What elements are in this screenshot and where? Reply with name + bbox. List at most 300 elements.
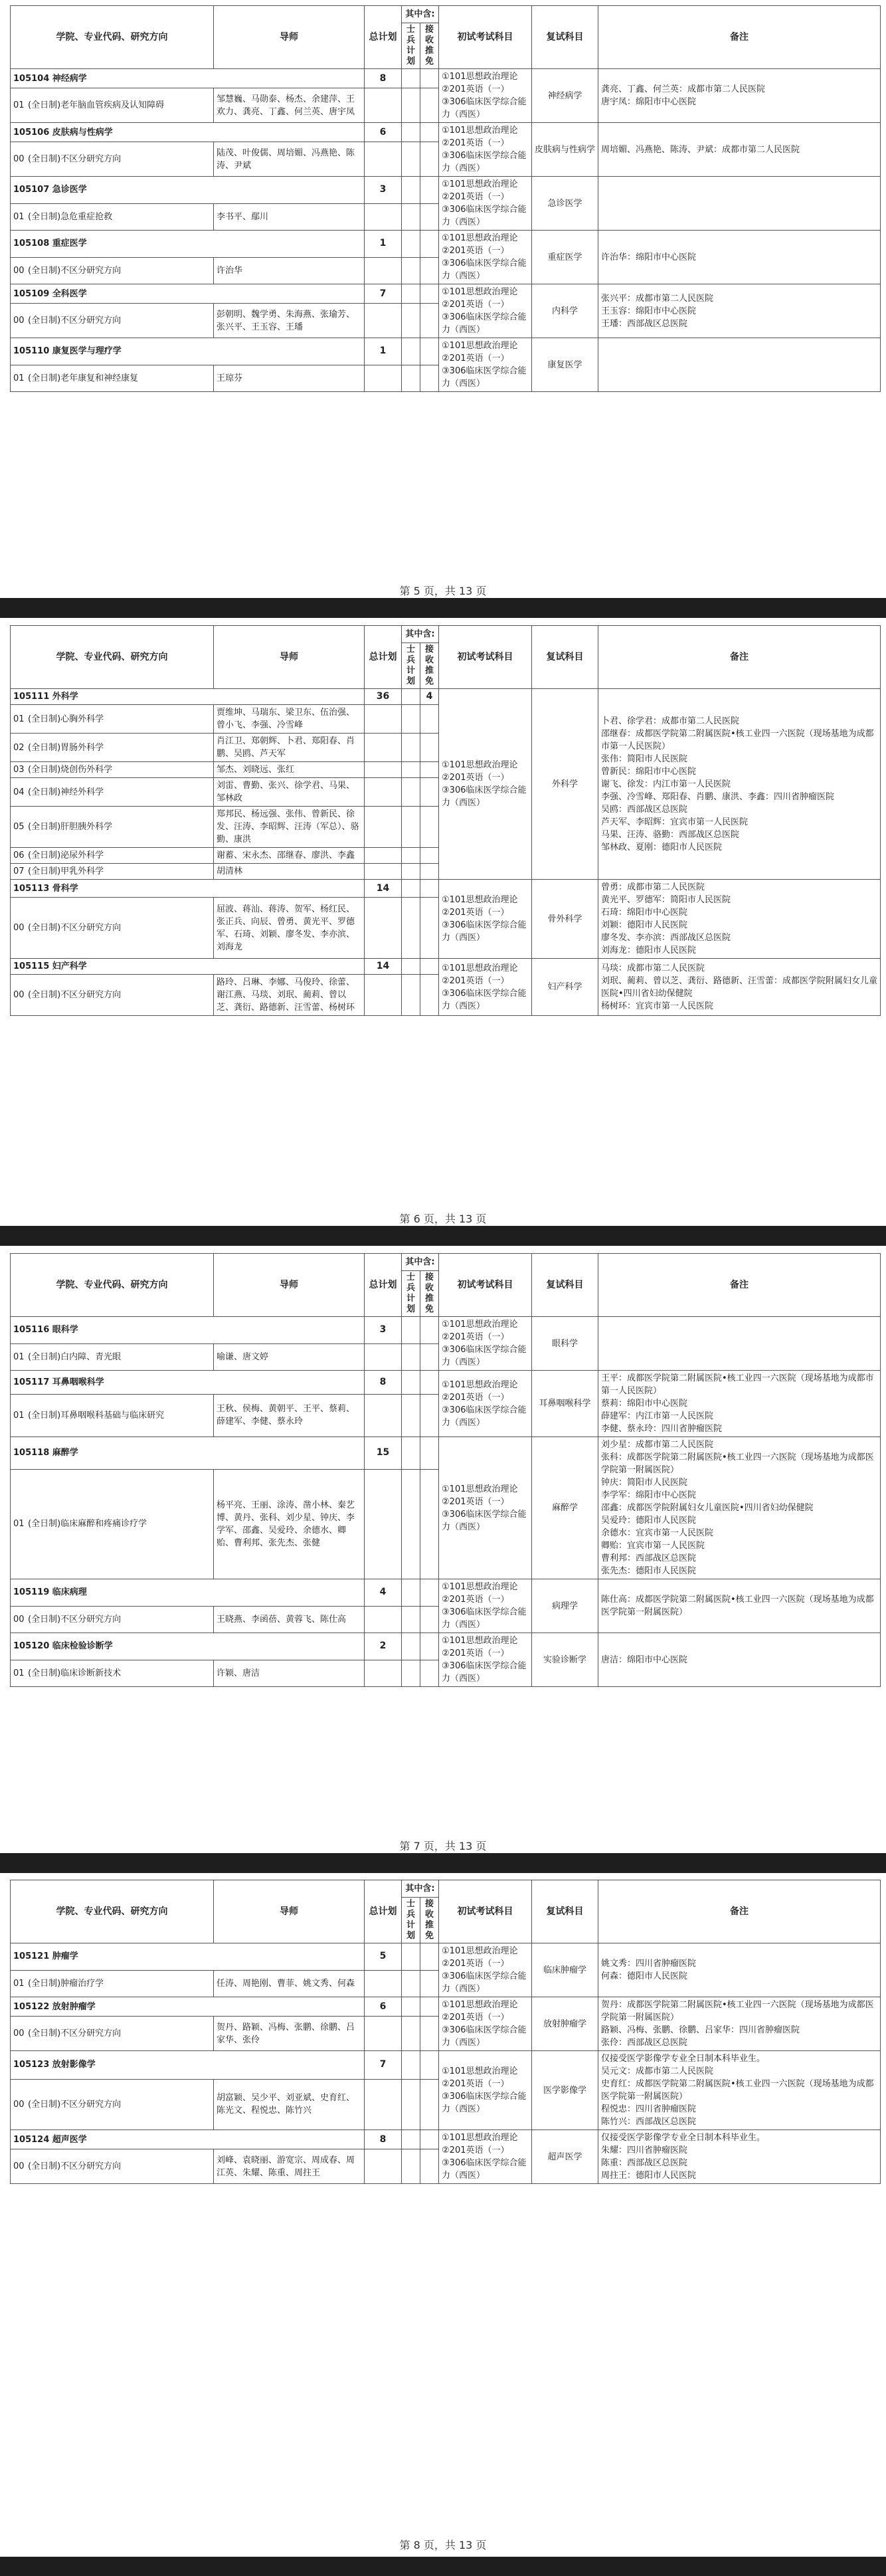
empty-soldier <box>402 257 420 284</box>
exam-subjects: ①101思想政治理论 ②201英语（一） ③306临床医学综合能力（西医） <box>439 1633 532 1687</box>
direction-code: 00 <box>13 316 25 326</box>
major-soldier-plan <box>402 1317 420 1344</box>
major-total-plan: 8 <box>365 1371 402 1395</box>
direction-cell <box>11 734 214 762</box>
empty-plan <box>365 807 402 848</box>
major-total-plan: 14 <box>365 880 402 898</box>
retest-subject: 皮肤病与性病学 <box>532 123 598 177</box>
direction-code: 01 <box>13 373 25 383</box>
empty-recommend <box>420 1660 439 1687</box>
notes-cell: 曾勇：成都市第二人民医院 黄光平、罗德军：简阳市人民医院 石琦：绵阳市中心医院 刘颖：德阳市人民医院 廖冬发、李亦滨：西部战区总医院 刘海龙：德阳市人民医院 <box>598 880 881 959</box>
major-recommend: 4 <box>420 689 439 705</box>
page-number: 第 7 页，共 13 页 <box>399 1840 487 1852</box>
empty-recommend <box>420 807 439 848</box>
retest-subject: 放射肿瘤学 <box>532 1997 598 2051</box>
notes-cell <box>598 338 881 392</box>
tutor-list: 谢蓄、宋永杰、邵继春、廖洪、李鑫 <box>214 848 365 864</box>
major-code-name: 105119 临床病理 <box>11 1579 365 1607</box>
empty-plan <box>365 365 402 392</box>
tutor-list: 刘雷、曹勤、张兴、徐学君、马果、邹林政 <box>214 778 365 807</box>
direction-cell <box>11 1606 214 1633</box>
major-recommend <box>420 880 439 898</box>
header-program: 学院、专业代码、研究方向 <box>11 1880 214 1943</box>
major-total-plan: 5 <box>365 1943 402 1971</box>
empty-recommend <box>420 88 439 123</box>
retest-subject: 骨外科学 <box>532 880 598 959</box>
empty-recommend <box>420 1394 439 1437</box>
major-recommend <box>420 1317 439 1344</box>
major-total-plan: 3 <box>365 177 402 204</box>
major-row <box>11 1371 881 1395</box>
empty-soldier <box>402 864 420 880</box>
header-notes: 备注 <box>598 1254 881 1317</box>
direction-code: 00 <box>13 2099 25 2110</box>
notes-cell <box>598 1317 881 1371</box>
major-row <box>11 2051 881 2080</box>
empty-recommend <box>420 1606 439 1633</box>
page-number: 第 5 页，共 13 页 <box>399 585 487 597</box>
empty-plan <box>365 1343 402 1371</box>
direction-code: 01 <box>13 1519 25 1530</box>
empty-plan <box>365 142 402 177</box>
retest-subject: 外科学 <box>532 689 598 880</box>
enrollment-table <box>10 1880 881 2184</box>
empty-soldier <box>402 1606 420 1633</box>
header-including: 其中含: <box>402 1880 439 1898</box>
direction-name: (全日制)不区分研究方向 <box>28 154 122 164</box>
direction-name: (全日制)神经外科学 <box>28 787 104 797</box>
empty-soldier <box>402 1469 420 1579</box>
direction-code: 01 <box>13 100 25 110</box>
notes-cell: 姚文秀：四川省肿瘤医院 何森：德阳市人民医院 <box>598 1943 881 1997</box>
header-retest-subjects: 复试科目 <box>532 1254 598 1317</box>
direction-cell <box>11 257 214 284</box>
empty-soldier <box>402 898 420 959</box>
retest-subject: 重症医学 <box>532 231 598 284</box>
major-code-name: 105107 急诊医学 <box>11 177 365 204</box>
major-code-name: 105115 妇产科学 <box>11 959 365 975</box>
empty-soldier <box>402 807 420 848</box>
major-row <box>11 69 881 88</box>
empty-recommend <box>420 2017 439 2051</box>
empty-soldier <box>402 734 420 762</box>
header-recommend: 接收推免 <box>420 1271 439 1317</box>
direction-cell <box>11 142 214 177</box>
direction-code: 01 <box>13 714 25 724</box>
exam-subjects: ①101思想政治理论 ②201英语（一） ③306临床医学综合能力（西医） <box>439 284 532 338</box>
tutor-list: 贾维坤、马瑞东、梁卫东、伍治强、曾小飞、李强、冷雪峰 <box>214 705 365 734</box>
tutor-list: 胡清林 <box>214 864 365 880</box>
empty-recommend <box>420 1970 439 1997</box>
empty-recommend <box>420 365 439 392</box>
tutor-list: 许颖、唐洁 <box>214 1660 365 1687</box>
tutor-list: 屈波、蒋汕、蒋涛、贺军、杨红民、张正兵、向辰、曾勇、黄光平、罗德军、石琦、刘颖、廖冬发、李亦滨、刘海龙 <box>214 898 365 959</box>
major-soldier-plan <box>402 284 420 304</box>
major-row <box>11 284 881 304</box>
major-recommend <box>420 1943 439 1971</box>
empty-plan <box>365 2017 402 2051</box>
empty-recommend <box>420 705 439 734</box>
notes-cell: 贺丹：成都医学院第二附属医院•核工业四一六医院（现场基地为成都医学院第一附属医院） 路颖、冯梅、张鹏、徐鹏、吕家华：四川省肿瘤医院 张伶：西部战区总医院 <box>598 1997 881 2051</box>
major-soldier-plan <box>402 1579 420 1607</box>
major-recommend <box>420 231 439 258</box>
exam-subjects: ①101思想政治理论 ②201英语（一） ③306临床医学综合能力（西医） <box>439 1579 532 1633</box>
header-exam-subjects: 初试考试科目 <box>439 1254 532 1317</box>
major-row <box>11 959 881 975</box>
header-notes: 备注 <box>598 626 881 689</box>
direction-code: 00 <box>13 923 25 934</box>
retest-subject: 内科学 <box>532 284 598 338</box>
tutor-list: 李书平、鄢川 <box>214 203 365 231</box>
direction-code: 05 <box>13 822 25 832</box>
direction-cell <box>11 304 214 338</box>
major-recommend <box>420 2051 439 2080</box>
major-total-plan: 15 <box>365 1437 402 1470</box>
direction-code: 00 <box>13 265 25 276</box>
major-total-plan: 14 <box>365 959 402 975</box>
header-retest-subjects: 复试科目 <box>532 626 598 689</box>
page-number: 第 8 页，共 13 页 <box>399 2539 487 2551</box>
header-soldier-plan: 士兵计划 <box>402 23 420 69</box>
major-total-plan: 8 <box>365 2130 402 2149</box>
exam-subjects: ①101思想政治理论 ②201英语（一） ③306临床医学综合能力（西医） <box>439 177 532 231</box>
major-code-name: 105110 康复医学与理疗学 <box>11 338 365 365</box>
retest-subject: 耳鼻咽喉科学 <box>532 1371 598 1437</box>
header-total-plan: 总计划 <box>365 626 402 689</box>
retest-subject: 病理学 <box>532 1579 598 1633</box>
major-code-name: 105106 皮肤病与性病学 <box>11 123 365 142</box>
major-code-name: 105109 全科医学 <box>11 284 365 304</box>
direction-code: 00 <box>13 2161 25 2171</box>
empty-soldier <box>402 2079 420 2130</box>
direction-cell <box>11 1660 214 1687</box>
retest-subject: 实验诊断学 <box>532 1633 598 1687</box>
direction-code: 01 <box>13 1668 25 1678</box>
notes-cell: 唐洁：绵阳市中心医院 <box>598 1633 881 1687</box>
header-tutor: 导师 <box>214 626 365 689</box>
empty-plan <box>365 1970 402 1997</box>
document-page <box>10 5 880 392</box>
major-total-plan: 6 <box>365 123 402 142</box>
empty-recommend <box>420 1469 439 1579</box>
page-number: 第 6 页，共 13 页 <box>399 1213 487 1225</box>
major-code-name: 105121 肿瘤学 <box>11 1943 365 1971</box>
direction-cell <box>11 1394 214 1437</box>
major-row <box>11 1579 881 1607</box>
exam-subjects: ①101思想政治理论 ②201英语（一） ③306临床医学综合能力（西医） <box>439 231 532 284</box>
major-row <box>11 1633 881 1660</box>
major-soldier-plan <box>402 2051 420 2080</box>
tutor-list: 刘峰、袁晓丽、游宽宗、周成春、周江英、朱耀、陈重、周拄王 <box>214 2149 365 2184</box>
header-including: 其中含: <box>402 1254 439 1271</box>
major-recommend <box>420 123 439 142</box>
exam-subjects: ①101思想政治理论 ②201英语（一） ③306临床医学综合能力（西医） <box>439 1943 532 1997</box>
exam-subjects: ①101思想政治理论 ②201英语（一） ③306临床医学综合能力（西医） <box>439 1437 532 1579</box>
major-recommend <box>420 2130 439 2149</box>
empty-soldier <box>402 1660 420 1687</box>
major-soldier-plan <box>402 959 420 975</box>
enrollment-table <box>10 625 881 1016</box>
major-row <box>11 1317 881 1344</box>
major-total-plan: 8 <box>365 69 402 88</box>
major-total-plan: 36 <box>365 689 402 705</box>
retest-subject: 神经病学 <box>532 69 598 123</box>
tutor-list: 杨平亮、王丽、涂涛、凿小林、秦艺博、黄丹、张科、刘少星、钟庆、李学军、邵鑫、吴爱玲、余德水、卿贻、曹利邦、张先杰、张健 <box>214 1469 365 1579</box>
direction-code: 06 <box>13 850 25 860</box>
retest-subject: 医学影像学 <box>532 2051 598 2130</box>
header-recommend: 接收推免 <box>420 23 439 69</box>
notes-cell: 张兴平：成都市第二人民医院 王玉容：绵阳市中心医院 王璠：西部战区总医院 <box>598 284 881 338</box>
direction-code: 01 <box>13 211 25 222</box>
empty-soldier <box>402 975 420 1016</box>
direction-name: (全日制)急危重症抢救 <box>28 211 113 222</box>
tutor-list: 肖江卫、郑朝辉、卜君、郑阳春、肖鹏、吴鸥、芦天军 <box>214 734 365 762</box>
major-total-plan: 7 <box>365 284 402 304</box>
direction-code: 03 <box>13 765 25 775</box>
major-total-plan: 3 <box>365 1317 402 1344</box>
empty-soldier <box>402 1343 420 1371</box>
major-code-name: 105123 放射影像学 <box>11 2051 365 2080</box>
direction-name: (全日制)临床诊断新技术 <box>28 1668 122 1678</box>
tutor-list: 邹杰、刘晓远、张红 <box>214 762 365 778</box>
direction-name: (全日制)胃肠外科学 <box>28 742 104 753</box>
notes-cell: 龚亮、丁鑫、何兰英：成都市第二人民医院 唐宇凤：绵阳市中心医院 <box>598 69 881 123</box>
notes-cell: 陈仕高：成都医学院第二附属医院•核工业四一六医院（现场基地为成都医学院第一附属医院） <box>598 1579 881 1633</box>
empty-plan <box>365 705 402 734</box>
major-recommend <box>420 69 439 88</box>
header-including: 其中含: <box>402 6 439 23</box>
exam-subjects: ①101思想政治理论 ②201英语（一） ③306临床医学综合能力（西医） <box>439 2130 532 2184</box>
tutor-list: 喻谦、唐文婷 <box>214 1343 365 1371</box>
empty-plan <box>365 975 402 1016</box>
empty-soldier <box>402 2149 420 2184</box>
header-soldier-plan: 士兵计划 <box>402 1898 420 1943</box>
direction-name: (全日制)不区分研究方向 <box>28 316 122 326</box>
enrollment-table <box>10 5 881 392</box>
major-total-plan: 1 <box>365 338 402 365</box>
direction-cell <box>11 975 214 1016</box>
exam-subjects: ①101思想政治理论 ②201英语（一） ③306临床医学综合能力（西医） <box>439 689 532 880</box>
direction-cell <box>11 778 214 807</box>
tutor-list: 邹慧巍、马勋泰、杨杰、余建萍、王欢力、龚亮、丁鑫、何兰英、唐宇凤 <box>214 88 365 123</box>
major-code-name: 105117 耳鼻咽喉科学 <box>11 1371 365 1395</box>
empty-soldier <box>402 705 420 734</box>
empty-recommend <box>420 2149 439 2184</box>
direction-cell <box>11 365 214 392</box>
header-exam-subjects: 初试考试科目 <box>439 6 532 69</box>
notes-cell: 仅接受医学影像学专业全日制本科毕业生。 朱耀：四川省肿瘤医院 陈重：西部战区总医院 周拄王：德阳市人民医院 <box>598 2130 881 2184</box>
tutor-list: 许治华 <box>214 257 365 284</box>
empty-plan <box>365 1469 402 1579</box>
exam-subjects: ①101思想政治理论 ②201英语（一） ③306临床医学综合能力（西医） <box>439 123 532 177</box>
retest-subject: 麻醉学 <box>532 1437 598 1579</box>
direction-name: (全日制)老年脑血管疾病及认知障碍 <box>28 100 165 110</box>
direction-code: 04 <box>13 787 25 797</box>
empty-recommend <box>420 1343 439 1371</box>
direction-name: (全日制)不区分研究方向 <box>28 2099 122 2110</box>
empty-recommend <box>420 778 439 807</box>
major-soldier-plan <box>402 689 420 705</box>
major-row <box>11 123 881 142</box>
direction-code: 02 <box>13 742 25 753</box>
major-recommend <box>420 959 439 975</box>
major-code-name: 105120 临床检验诊断学 <box>11 1633 365 1660</box>
empty-plan <box>365 203 402 231</box>
major-soldier-plan <box>402 177 420 204</box>
tutor-list: 路玲、吕琳、李娜、马俊玲、徐蕾、谢江燕、马琰、刘珉、蔺莉、曾以芝、龚衍、路德新、汪雪蕾、杨树环 <box>214 975 365 1016</box>
empty-recommend <box>420 762 439 778</box>
tutor-list: 郑邦民、杨远强、张伟、曾新民、徐发、汪涛、李昭辉、汪涛（军总）、骆勤、康洪 <box>214 807 365 848</box>
header-retest-subjects: 复试科目 <box>532 1880 598 1943</box>
direction-cell <box>11 807 214 848</box>
major-recommend <box>420 1371 439 1395</box>
empty-recommend <box>420 898 439 959</box>
major-recommend <box>420 1997 439 2017</box>
direction-name: (全日制)不区分研究方向 <box>28 923 122 934</box>
major-soldier-plan <box>402 880 420 898</box>
empty-plan <box>365 304 402 338</box>
exam-subjects: ①101思想政治理论 ②201英语（一） ③306临床医学综合能力（西医） <box>439 69 532 123</box>
header-notes: 备注 <box>598 6 881 69</box>
empty-soldier <box>402 88 420 123</box>
direction-name: (全日制)肝胆胰外科学 <box>28 822 113 832</box>
major-code-name: 105111 外科学 <box>11 689 365 705</box>
notes-cell: 王平：成都医学院第二附属医院•核工业四一六医院（现场基地为成都市第一人民医院） 蔡莉：绵阳市中心医院 薛建军：内江市第一人民医院 李健、蔡永玲：四川省肿瘤医院 <box>598 1371 881 1437</box>
direction-cell <box>11 88 214 123</box>
header-notes: 备注 <box>598 1880 881 1943</box>
major-code-name: 105113 骨科学 <box>11 880 365 898</box>
empty-recommend <box>420 257 439 284</box>
empty-plan <box>365 1394 402 1437</box>
header-tutor: 导师 <box>214 1254 365 1317</box>
major-row <box>11 880 881 898</box>
notes-cell <box>598 177 881 231</box>
direction-name: (全日制)不区分研究方向 <box>28 1614 122 1625</box>
major-total-plan: 1 <box>365 231 402 258</box>
direction-cell <box>11 203 214 231</box>
header-retest-subjects: 复试科目 <box>532 6 598 69</box>
direction-cell <box>11 848 214 864</box>
exam-subjects: ①101思想政治理论 ②201英语（一） ③306临床医学综合能力（西医） <box>439 880 532 959</box>
direction-name: (全日制)甲乳外科学 <box>28 866 104 876</box>
retest-subject: 超声医学 <box>532 2130 598 2184</box>
tutor-list: 任涛、周艳刚、曹菲、姚文秀、何森 <box>214 1970 365 1997</box>
exam-subjects: ①101思想政治理论 ②201英语（一） ③306临床医学综合能力（西医） <box>439 1997 532 2051</box>
direction-cell <box>11 864 214 880</box>
empty-plan <box>365 734 402 762</box>
empty-soldier <box>402 1970 420 1997</box>
major-row <box>11 338 881 365</box>
direction-cell <box>11 1469 214 1579</box>
tutor-list: 彭朝明、魏学勇、朱海燕、张瑜芳、张兴平、王玉容、王璠 <box>214 304 365 338</box>
major-soldier-plan <box>402 1997 420 2017</box>
tutor-list: 贺丹、路颖、冯梅、张鹏、徐鹏、吕家华、张伶 <box>214 2017 365 2051</box>
empty-soldier <box>402 203 420 231</box>
header-total-plan: 总计划 <box>365 1254 402 1317</box>
empty-soldier <box>402 365 420 392</box>
empty-recommend <box>420 203 439 231</box>
tutor-list: 王晓燕、李函蓓、黄蓉飞、陈仕高 <box>214 1606 365 1633</box>
direction-code: 01 <box>13 1978 25 1989</box>
direction-code: 01 <box>13 1351 25 1362</box>
notes-cell: 卜君、徐学君：成都市第二人民医院 邵继春：成都医学院第二附属医院•核工业四一六医院（现场基地为成都市第一人民医院） 张伟：简阳市人民医院 曾新民：绵阳市中心医院 谢飞、徐发：内江市第一人民医院 李强、冷雪峰、郑阳春、肖鹏、康洪、李鑫：四川省肿瘤医院 吴鸥：西部战区总医院 芦天军、李昭辉：宜宾市第一人民医院 马果、汪涛、骆勤：西部战区总医院 邹林政、夏刚：德阳市人民医院 <box>598 689 881 880</box>
major-soldier-plan <box>402 2130 420 2149</box>
notes-cell: 马琰：成都市第二人民医院 刘珉、蔺莉、曾以芝、龚衍、路德新、汪雪蕾：成都医学院附属妇女儿童医院•四川省妇幼保健院 杨树环：宜宾市第一人民医院 <box>598 959 881 1016</box>
empty-plan <box>365 762 402 778</box>
major-code-name: 105118 麻醉学 <box>11 1437 365 1470</box>
major-code-name: 105104 神经病学 <box>11 69 365 88</box>
major-soldier-plan <box>402 69 420 88</box>
exam-subjects: ①101思想政治理论 ②201英语（一） ③306临床医学综合能力（西医） <box>439 2051 532 2130</box>
major-soldier-plan <box>402 1633 420 1660</box>
notes-cell: 周培媚、冯燕艳、陈涛、尹斌：成都市第二人民医院 <box>598 123 881 177</box>
major-soldier-plan <box>402 123 420 142</box>
document-page <box>10 625 880 1016</box>
empty-recommend <box>420 848 439 864</box>
major-recommend <box>420 1633 439 1660</box>
major-recommend <box>420 177 439 204</box>
major-soldier-plan <box>402 231 420 258</box>
major-total-plan: 2 <box>365 1633 402 1660</box>
header-recommend: 接收推免 <box>420 643 439 689</box>
direction-name: (全日制)临床麻醉和疼痛诊疗学 <box>28 1519 147 1530</box>
direction-code: 00 <box>13 154 25 164</box>
major-row <box>11 1437 881 1470</box>
direction-code: 00 <box>13 990 25 1000</box>
page-separator <box>0 2557 886 2576</box>
empty-plan <box>365 778 402 807</box>
exam-subjects: ①101思想政治理论 ②201英语（一） ③306临床医学综合能力（西医） <box>439 1371 532 1437</box>
direction-name: (全日制)泌尿外科学 <box>28 850 104 860</box>
major-row <box>11 689 881 705</box>
retest-subject: 眼科学 <box>532 1317 598 1371</box>
empty-soldier <box>402 142 420 177</box>
header-including: 其中含: <box>402 626 439 643</box>
document-page <box>10 1253 880 1687</box>
direction-cell <box>11 1343 214 1371</box>
direction-cell <box>11 898 214 959</box>
empty-recommend <box>420 734 439 762</box>
header-exam-subjects: 初试考试科目 <box>439 626 532 689</box>
empty-soldier <box>402 848 420 864</box>
empty-plan <box>365 2079 402 2130</box>
header-total-plan: 总计划 <box>365 1880 402 1943</box>
major-soldier-plan <box>402 1371 420 1395</box>
empty-soldier <box>402 762 420 778</box>
direction-name: (全日制)不区分研究方向 <box>28 990 122 1000</box>
empty-soldier <box>402 1394 420 1437</box>
major-code-name: 105122 放射肿瘤学 <box>11 1997 365 2017</box>
page-separator <box>0 1226 886 1246</box>
notes-cell: 许治华：绵阳市中心医院 <box>598 231 881 284</box>
direction-name: (全日制)白内障、青光眼 <box>28 1351 122 1362</box>
major-total-plan: 6 <box>365 1997 402 2017</box>
empty-plan <box>365 1660 402 1687</box>
direction-cell <box>11 705 214 734</box>
direction-cell <box>11 2079 214 2130</box>
major-soldier-plan <box>402 1943 420 1971</box>
header-program: 学院、专业代码、研究方向 <box>11 1254 214 1317</box>
empty-recommend <box>420 975 439 1016</box>
direction-code: 07 <box>13 866 25 876</box>
empty-recommend <box>420 2079 439 2130</box>
retest-subject: 急诊医学 <box>532 177 598 231</box>
major-soldier-plan <box>402 338 420 365</box>
direction-name: (全日制)耳鼻咽喉科基础与临床研究 <box>28 1410 165 1421</box>
empty-soldier <box>402 304 420 338</box>
page-separator <box>0 598 886 618</box>
header-tutor: 导师 <box>214 6 365 69</box>
